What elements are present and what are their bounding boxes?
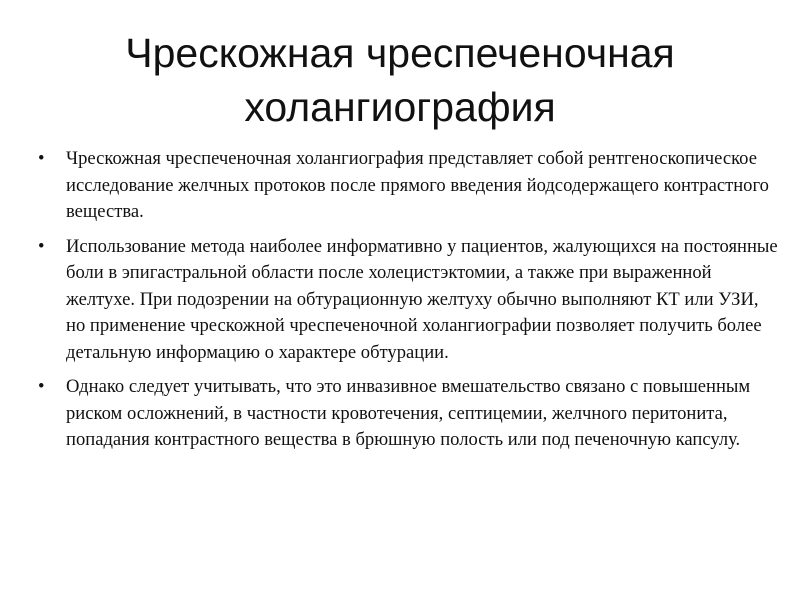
bullet-marker: • (38, 148, 45, 169)
bullet-item-1 (38, 146, 778, 226)
bullet-marker: • (38, 235, 45, 257)
bullet-list (38, 146, 778, 462)
bullet-item-3 (38, 374, 778, 454)
bullet-text: Использование метода наиболее информативно у пациентов, жалующихся на постоянные боли в эпигастральной области после холецистэктомии, а также при выраженной желтухе. При подозрении на обтурационную желтуху обычно выполняют КТ или УЗИ, но применение чрескожной чреспеченочной холангиографии позволяет получить более детальную информацию о характере обтурации. (66, 235, 778, 363)
bullet-text: Однако следует учитывать, что это инвазивное вмешательство связано с повышенным риском осложнений, в частности кровотечения, септицемии, желчного перитонита, попадания контрастного вещества в брюшную полость или под печеночную капсулу. (66, 376, 751, 450)
bullet-text: Чрескожная чреспеченочная холангиография представляет собой рентгеноскопическое исследование желчных протоков после прямого введения йодсодержащего контрастного вещества. (66, 148, 769, 222)
slide-title: Чрескожная чреспеченочная холангиография (125, 30, 675, 130)
bullet-item-2 (38, 234, 778, 367)
bullet-marker: • (38, 376, 45, 397)
